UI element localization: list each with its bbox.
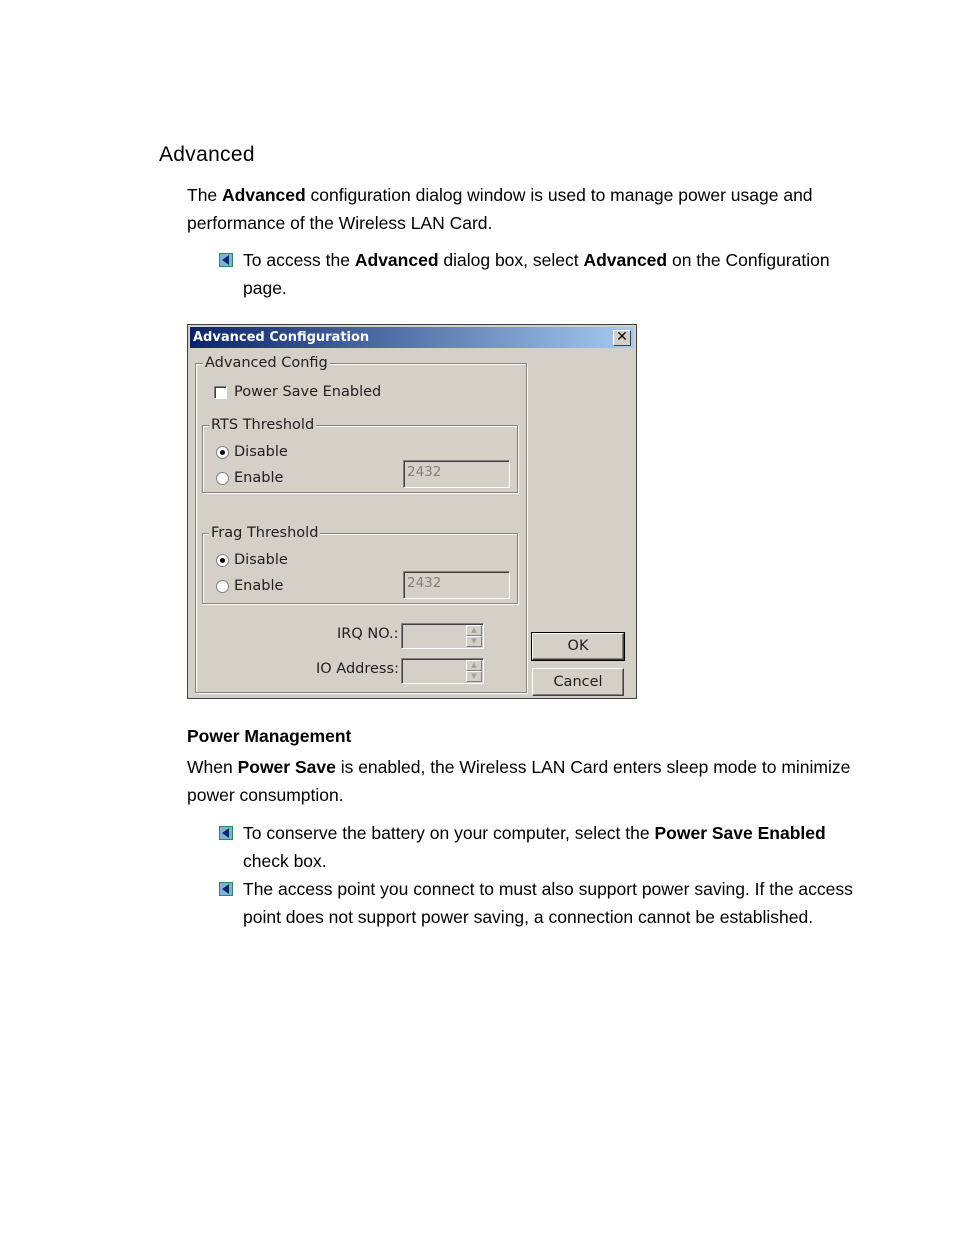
- frag-enable-radio[interactable]: [216, 580, 229, 593]
- bullet-conserve-battery: To conserve the battery on your computer, select the Power Save Enabled check box.: [243, 823, 826, 871]
- close-button[interactable]: [613, 330, 631, 346]
- group-frag-threshold: [202, 525, 518, 604]
- spin-down-icon[interactable]: ▼: [466, 671, 482, 682]
- dialog-title: Advanced Configuration: [193, 330, 370, 345]
- frag-enable-label: Enable: [234, 578, 284, 594]
- bullet-access-point: The access point you connect to must also support power saving. If the access point does not support power saving, a connection cannot be established.: [243, 879, 853, 927]
- rts-threshold-input[interactable]: 2432: [403, 460, 510, 488]
- spin-up-icon[interactable]: ▲: [466, 660, 482, 671]
- rts-disable-radio[interactable]: [216, 446, 229, 459]
- bullet-arrow-icon: [219, 253, 233, 267]
- io-address-label: IO Address:: [316, 661, 399, 677]
- group-rts-threshold: [202, 417, 518, 493]
- rts-enable-label: Enable: [234, 470, 284, 486]
- frag-disable-radio[interactable]: [216, 554, 229, 567]
- intro-paragraph: The Advanced configuration dialog window is used to manage power usage and performance of the Wireless LAN Card.: [187, 185, 813, 233]
- group-advanced-legend: Advanced Config: [205, 355, 328, 371]
- power-management-heading: Power Management: [187, 726, 352, 746]
- ok-button[interactable]: OK: [532, 633, 624, 660]
- spin-up-icon[interactable]: ▲: [466, 625, 482, 636]
- rts-enable-radio[interactable]: [216, 472, 229, 485]
- irq-label: IRQ NO.:: [337, 626, 399, 642]
- rts-legend: RTS Threshold: [211, 417, 315, 433]
- power-save-label: Power Save Enabled: [234, 384, 382, 400]
- close-icon: ✕: [616, 329, 628, 345]
- rts-disable-label: Disable: [234, 444, 288, 460]
- io-spin-arrows[interactable]: [466, 660, 482, 682]
- section-heading: Advanced: [159, 143, 255, 166]
- spin-down-icon[interactable]: ▼: [466, 636, 482, 647]
- dialog-titlebar: [190, 327, 634, 348]
- power-save-checkbox[interactable]: [214, 386, 227, 399]
- bullet-arrow-icon: [219, 826, 233, 840]
- advanced-configuration-dialog: [187, 324, 637, 699]
- frag-threshold-input[interactable]: 2432: [403, 571, 510, 599]
- irq-spinbox[interactable]: [401, 623, 484, 649]
- frag-disable-label: Disable: [234, 552, 288, 568]
- bullet-access-advanced: To access the Advanced dialog box, select Advanced on the Configuration page.: [243, 250, 830, 298]
- group-advanced-config: [195, 355, 527, 693]
- cancel-button[interactable]: Cancel: [532, 668, 624, 696]
- io-address-spinbox[interactable]: [401, 658, 484, 684]
- bullet-arrow-icon: [219, 882, 233, 896]
- frag-legend: Frag Threshold: [211, 525, 319, 541]
- irq-spin-arrows[interactable]: [466, 625, 482, 647]
- power-paragraph: When Power Save is enabled, the Wireless LAN Card enters sleep mode to minimize power consumption.: [187, 757, 851, 805]
